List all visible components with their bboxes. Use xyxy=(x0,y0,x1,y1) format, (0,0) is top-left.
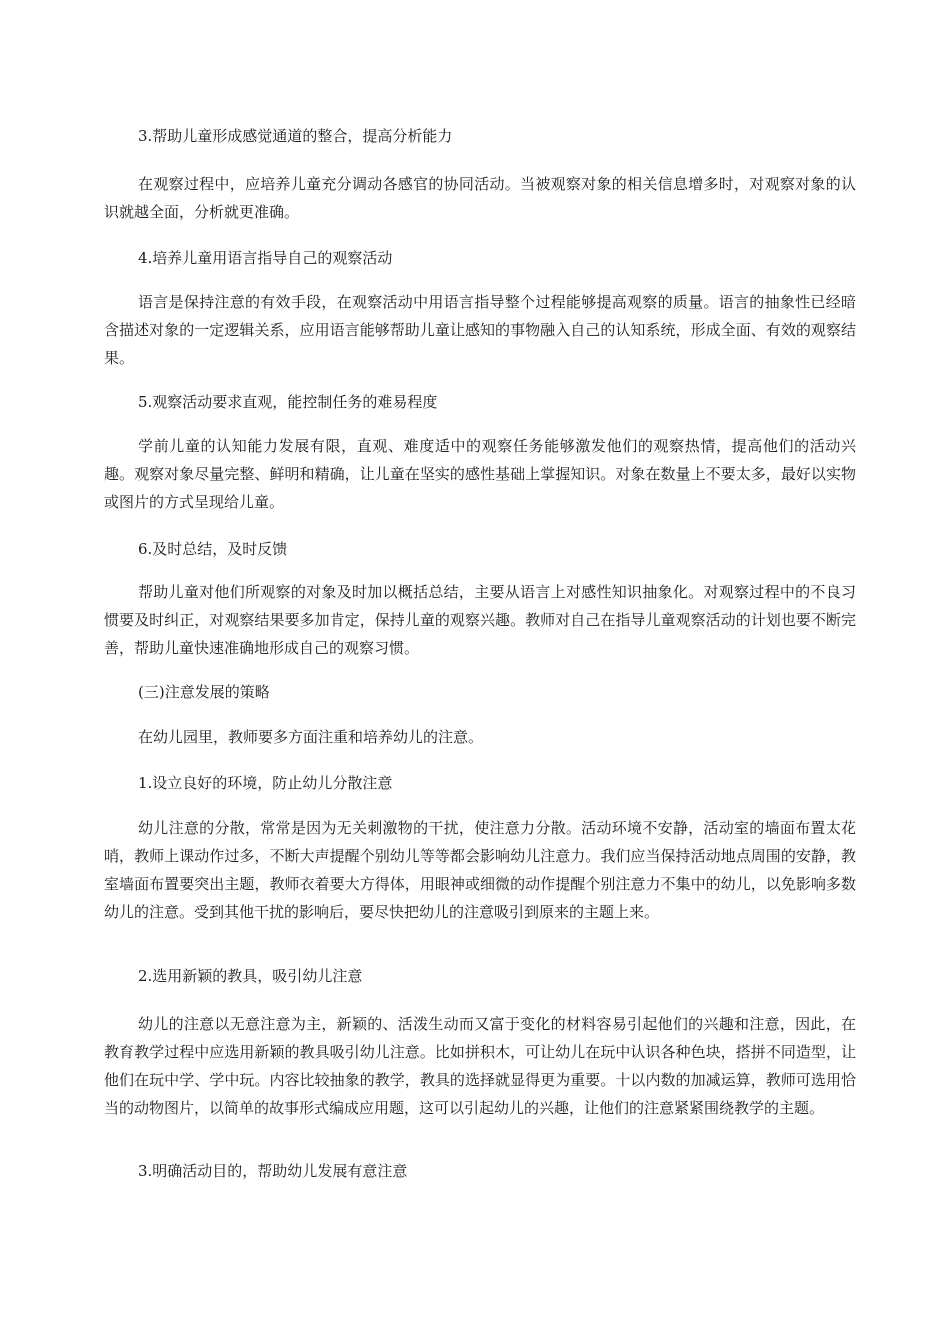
paragraph-6: 帮助儿童对他们所观察的对象及时加以概括总结，主要从语言上对感性知识抽象化。对观察过程中的不良习惯要及时纠正，对观察结果要多加肯定，保持儿童的观察兴趣。教师对自己在指导儿童观察活动的计划也要不断完善，帮助儿童快速准确地形成自己的观察习惯。 xyxy=(104,583,856,657)
strategy-heading-3: 3.明确活动目的，帮助幼儿发展有意注意 xyxy=(138,1162,408,1180)
strategy-paragraph-2: 幼儿的注意以无意注意为主，新颖的、活泼生动而又富于变化的材料容易引起他们的兴趣和注意，因此，在教育教学过程中应选用新颖的教具吸引幼儿注意。比如拼积木，可让幼儿在玩中认识各种色块，搭拼不同造型，让他们在玩中学、学中玩。内容比较抽象的教学，教具的选择就显得更为重要。十以内数的加减运算，教师可选用恰当的动物图片，以简单的故事形式编成应用题，这可以引起幼儿的兴趣，让他们的注意紧紧围绕教学的主题。 xyxy=(104,1015,856,1117)
section-heading-6: 6.及时总结，及时反馈 xyxy=(138,540,288,558)
section-heading-4: 4.培养儿童用语言指导自己的观察活动 xyxy=(138,249,393,267)
intro-sentence: 在幼儿园里，教师要多方面注重和培养幼儿的注意。 xyxy=(138,728,484,746)
paragraph-4: 语言是保持注意的有效手段，在观察活动中用语言指导整个过程能够提高观察的质量。语言的抽象性已经暗含描述对象的一定逻辑关系，应用语言能够帮助儿童让感知的事物融入自己的认知系统，形成全面、有效的观察结果。 xyxy=(104,293,856,367)
strategy-heading-1: 1.设立良好的环境，防止幼儿分散注意 xyxy=(138,774,393,792)
strategy-paragraph-1: 幼儿注意的分散，常常是因为无关刺激物的干扰，使注意力分散。活动环境不安静，活动室的墙面布置太花哨，教师上课动作过多，不断大声提醒个别幼儿等等都会影响幼儿注意力。我们应当保持活动地点周围的安静，教室墙面布置要突出主题，教师衣着要大方得体，用眼神或细微的动作提醒个别注意力不集中的幼儿，以免影响多数幼儿的注意。受到其他干扰的影响后，要尽快把幼儿的注意吸引到原来的主题上来。 xyxy=(104,819,856,921)
section-heading-3: 3.帮助儿童形成感觉通道的整合，提高分析能力 xyxy=(138,127,453,145)
paragraph-3: 在观察过程中，应培养儿童充分调动各感官的协同活动。当被观察对象的相关信息增多时，对观察对象的认识就越全面，分析就更准确。 xyxy=(104,175,856,221)
section-heading-5: 5.观察活动要求直观，能控制任务的难易程度 xyxy=(138,393,438,411)
chapter-heading-attention: (三)注意发展的策略 xyxy=(138,683,270,701)
strategy-heading-2: 2.选用新颖的教具，吸引幼儿注意 xyxy=(138,967,363,985)
paragraph-5: 学前儿童的认知能力发展有限，直观、难度适中的观察任务能够激发他们的观察热情，提高他们的活动兴趣。观察对象尽量完整、鲜明和精确，让儿童在坚实的感性基础上掌握知识。对象在数量上不要太多，最好以实物或图片的方式呈现给儿童。 xyxy=(104,437,856,511)
